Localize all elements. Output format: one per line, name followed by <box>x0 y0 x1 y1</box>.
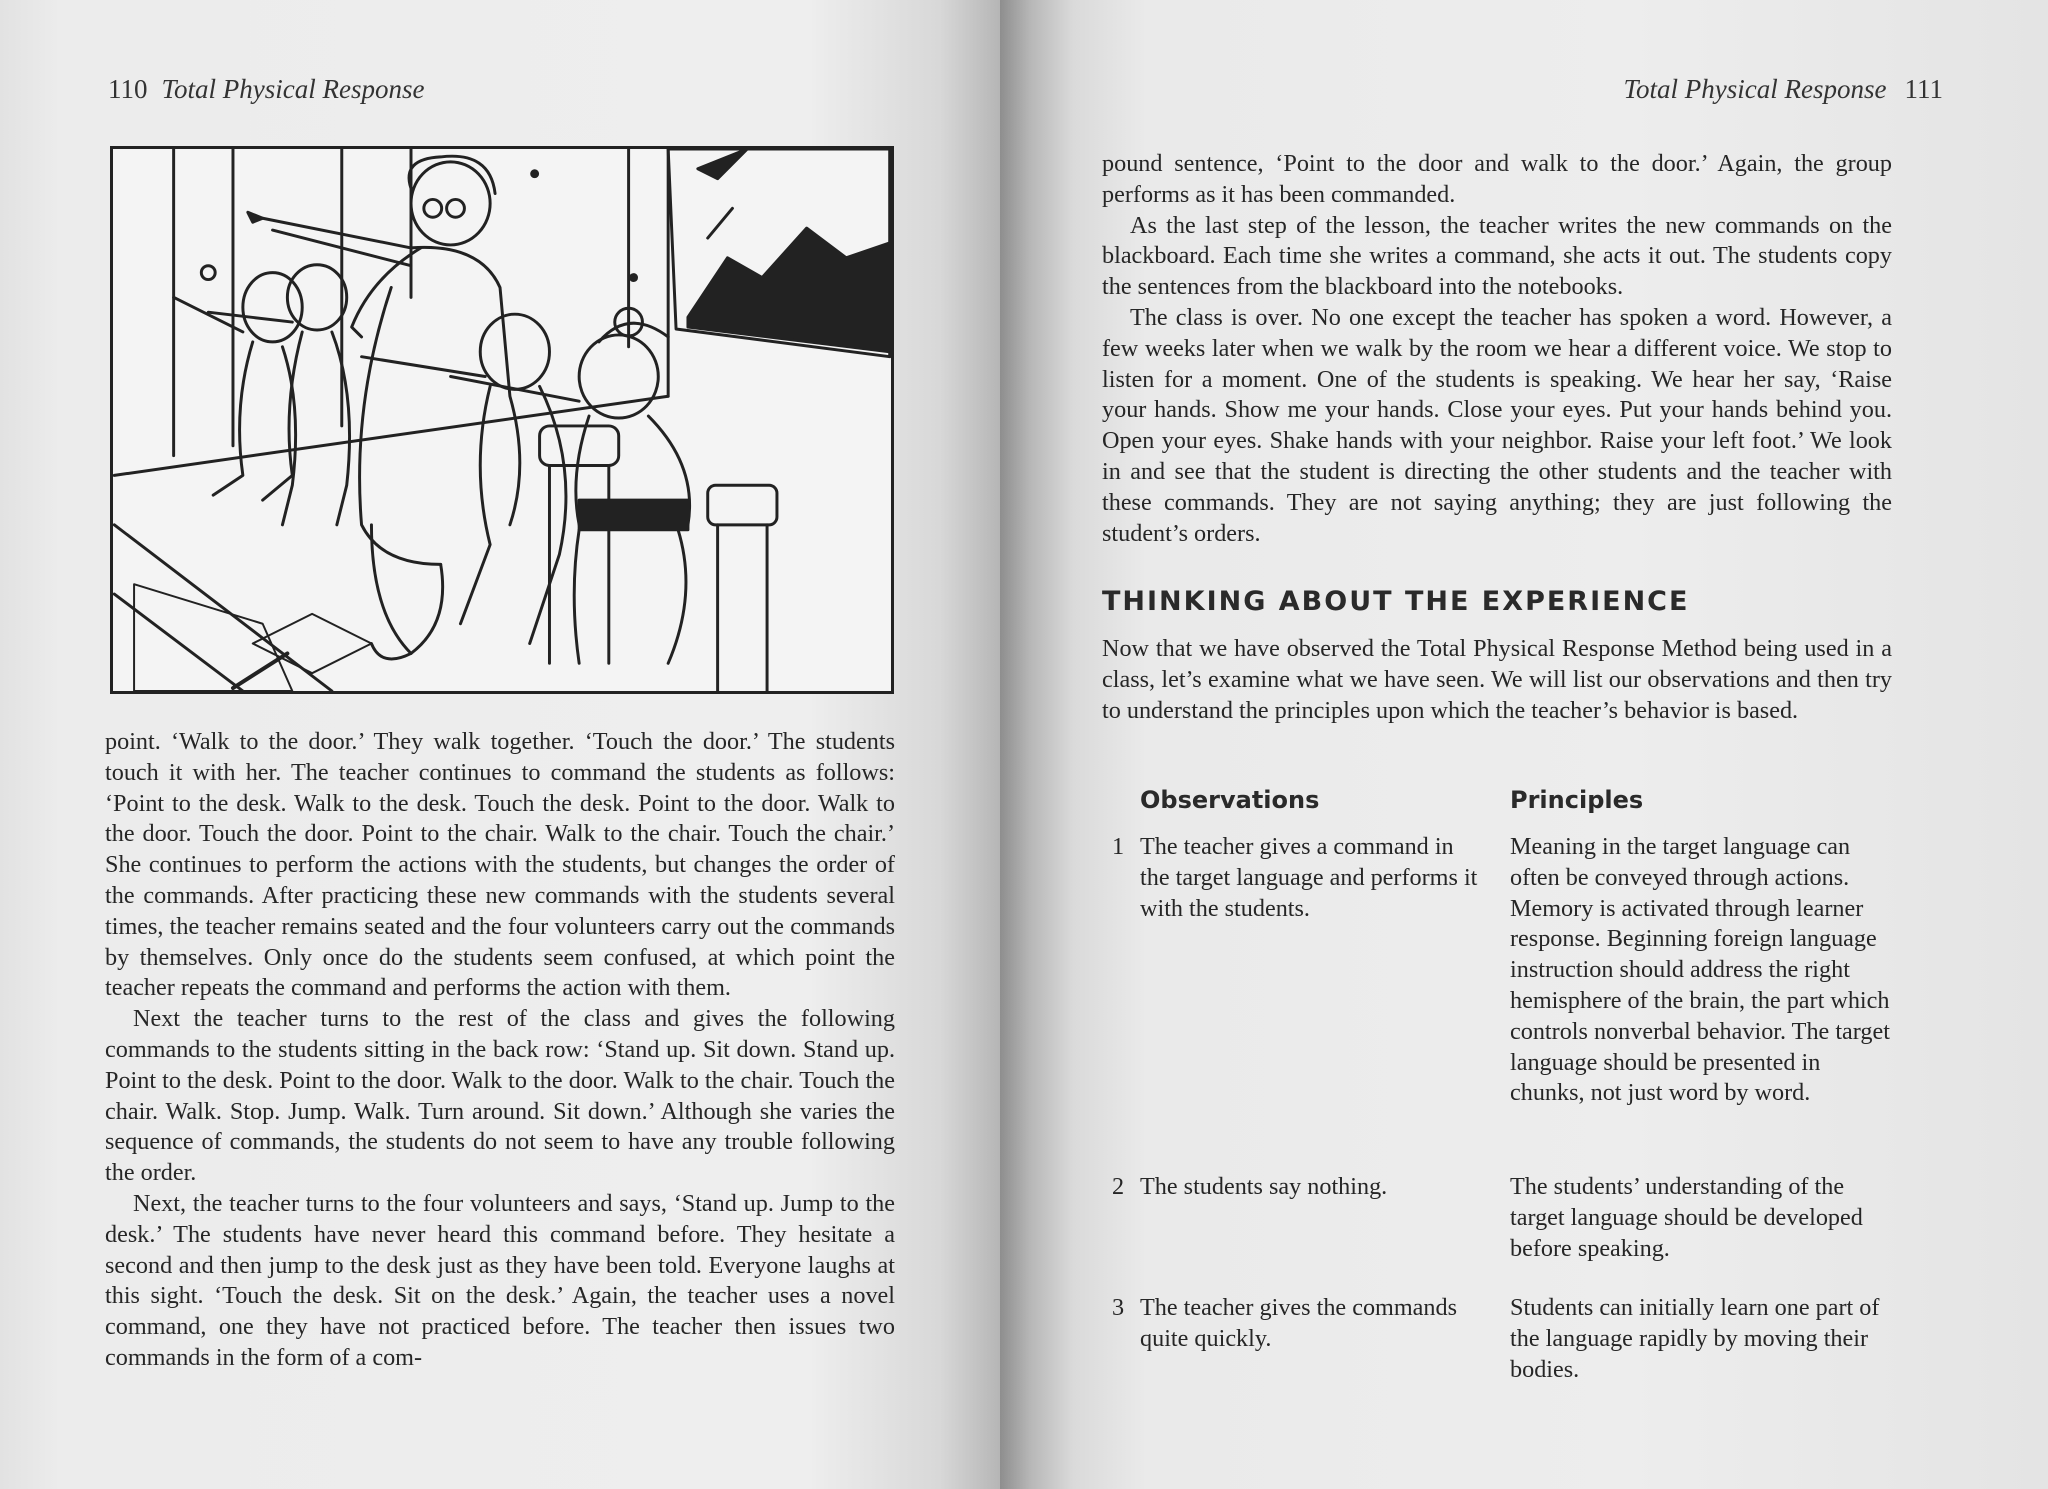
observation-text: The teacher gives a command in the target language and performs it with the students. <box>1140 833 1478 922</box>
observation-text: The teacher gives the commands quite quickly. <box>1140 1294 1458 1352</box>
principle-text: Meaning in the target language can often be conveyed through actions. Memory is activated through learner response. Beginning foreign language instruction should address the right hemisphere of the brain, the part which controls nonverbal behavior. The target language should be presented in chunks, not just word by word. <box>1510 833 1890 1107</box>
section-intro-paragraph: Now that we have observed the Total Physical Response Method being used in a class, let’s examine what we have seen. We will list our observations and then try to understand the principles upon which the teacher’s behavior is based. <box>1102 635 1892 724</box>
right-paragraph-1: pound sentence, ‘Point to the door and walk to the door.’ Again, the group performs as it has been commanded. <box>1102 150 1892 208</box>
right-body-text <box>1102 149 1892 549</box>
right-paragraph-3: The class is over. No one except the teacher has spoken a word. However, a few weeks later when we walk by the room we hear a different voice. We stop to listen for a moment. One of the students is speaking. We hear her say, ‘Raise your hands. Show me your hands. Close your eyes. Put your hands behind you. Open your eyes. Shake hands with your neighbor. Raise your left foot.’ We look in and see that the student is directing the other students and the teacher with these commands. They are not saying anything; they are just following the student’s orders. <box>1102 303 1892 547</box>
right-paragraph-2: As the last step of the lesson, the teacher writes the new commands on the blackboard. Each time she writes a command, she acts it out. The students copy the sentences from the blackboard into the notebooks. <box>1102 211 1892 301</box>
observation-number: 2 <box>1112 1173 1125 1200</box>
observations-heading: Observations <box>1140 786 1320 814</box>
left-running-head <box>108 74 425 105</box>
right-running-title: Total Physical Response <box>1623 74 1887 104</box>
right-running-head <box>1624 74 1944 105</box>
observation-number: 3 <box>1112 1294 1125 1321</box>
left-running-title: Total Physical Response <box>161 74 425 104</box>
left-paragraph-1: point. ‘Walk to the door.’ They walk together. ‘Touch the door.’ The students touch it with her. The teacher continues to command the students as follows: ‘Point to the desk. Walk to the desk. Touch the desk. Point to the door. Walk to the door. Touch the door. Point to the chair. Walk to the chair. Touch the chair.’ She continues to perform the actions with the students, but changes the order of the commands. After practicing these new commands with the students several times, the teacher remains seated and the four volunteers carry out the commands by themselves. Only once do the students seem confused, at which point the teacher repeats the command and performs the action with them. <box>105 728 895 1002</box>
section-intro <box>1102 634 1892 726</box>
left-page-number: 110 <box>108 74 148 104</box>
observation-number: 1 <box>1112 833 1125 860</box>
right-page-number: 111 <box>1904 74 1943 104</box>
principle-text: The students’ understanding of the target language should be developed before speaking. <box>1510 1173 1863 1262</box>
left-page <box>0 0 1010 1489</box>
right-page <box>1000 0 2048 1489</box>
principle-text: Students can initially learn one part of the language rapidly by moving their bodies. <box>1510 1294 1880 1383</box>
left-paragraph-3: Next, the teacher turns to the four volunteers and says, ‘Stand up. Jump to the desk.’ The students have never heard this command before. They hesitate a second and then jump to the desk just as they have been told. Everyone laughs at this sight. ‘Touch the desk. Sit on the desk.’ Again, the teacher uses a novel command, one they have not practiced before. The teacher then issues two commands in the form of a com- <box>105 1189 895 1371</box>
principles-heading: Principles <box>1510 786 1644 814</box>
classroom-illustration <box>110 146 894 694</box>
observation-text: The students say nothing. <box>1140 1173 1388 1200</box>
left-paragraph-2: Next the teacher turns to the rest of the class and gives the following commands to the students sitting in the back row: ‘Stand up. Sit down. Stand up. Point to the desk. Point to the door. Walk to the door. Walk to the chair. Touch the chair. Walk. Stop. Jump. Walk. Turn around. Sit down.’ Although she varies the sequence of commands, the students do not seem to have any trouble following the order. <box>105 1005 895 1187</box>
section-heading: THINKING ABOUT THE EXPERIENCE <box>1102 586 1690 617</box>
left-body-text <box>105 727 895 1374</box>
